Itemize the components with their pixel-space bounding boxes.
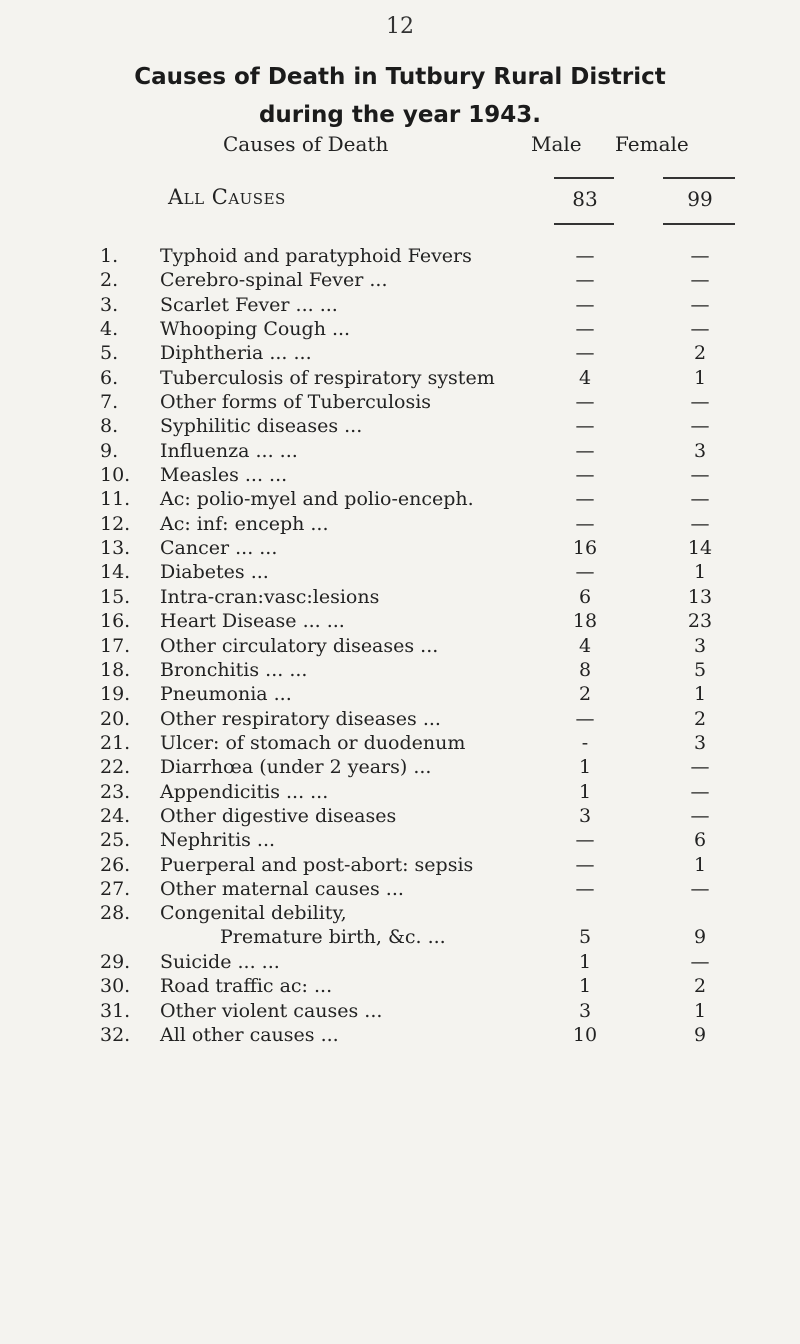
row-male-count: —: [575, 245, 595, 267]
row-male-count: —: [575, 318, 595, 341]
row-male-count: 16: [572, 537, 598, 560]
row-number: 14.: [100, 561, 131, 584]
row-cause-text: Measles ... ...: [160, 464, 288, 487]
row-female-count: —: [690, 391, 710, 414]
row-number: 24.: [100, 804, 131, 827]
row-female-count: —: [690, 464, 710, 487]
row-cause-text: Heart Disease ... ...: [160, 610, 345, 633]
table-row: [0, 609, 800, 633]
row-number: 21.: [100, 731, 131, 754]
row-male-count: —: [575, 512, 595, 535]
row-male-count: —: [575, 342, 595, 365]
causes-table: [0, 244, 800, 1047]
row-male-count: 3: [578, 999, 592, 1022]
row-male-count: —: [575, 877, 595, 900]
row-cause-text: All other causes ...: [160, 1024, 339, 1046]
row-female-count: —: [690, 950, 710, 973]
row-female-count: 9: [693, 1024, 707, 1046]
row-number: 25.: [100, 829, 131, 852]
row-cause-text: Diphtheria ... ...: [160, 342, 312, 365]
row-number: 4.: [100, 318, 119, 341]
row-male-count: 1: [578, 756, 592, 779]
row-cause-text: Diarrhœa (under 2 years) ...: [160, 756, 432, 779]
table-row: [0, 682, 800, 706]
row-cause: [160, 293, 338, 317]
table-row: [0, 780, 800, 804]
table-row: [0, 439, 800, 463]
row-male-count: —: [575, 464, 595, 487]
table-row: [0, 804, 800, 828]
row-male-count: —: [575, 488, 595, 511]
row-female-count: 3: [693, 634, 707, 657]
row-cause: [160, 901, 446, 949]
row-female-count: 1: [693, 366, 707, 389]
row-male-count: —: [575, 415, 595, 438]
row-female-count: 3: [693, 731, 707, 754]
row-cause: [160, 853, 473, 877]
row-number: 30.: [100, 975, 131, 998]
row-male-count: —: [575, 707, 595, 730]
row-number: 27.: [100, 877, 131, 900]
row-cause: [160, 366, 495, 390]
row-cause: [160, 731, 465, 755]
row-number: 1.: [100, 245, 119, 267]
row-cause: [160, 950, 280, 974]
row-cause: [160, 877, 404, 901]
row-male-count: 2: [578, 683, 592, 706]
table-row: [0, 244, 800, 268]
row-cause-text: Other maternal causes ...: [160, 877, 404, 900]
row-number: 17.: [100, 634, 131, 657]
row-number: 29.: [100, 950, 131, 973]
row-cause-text: Nephritis ...: [160, 829, 276, 852]
row-cause-text: Cancer ... ...: [160, 537, 278, 560]
row-female-count: 3: [693, 439, 707, 462]
row-number: 13.: [100, 537, 131, 560]
row-cause: [160, 317, 350, 341]
row-cause-text: Puerperal and post-abort: sepsis: [160, 853, 474, 876]
table-row: [0, 293, 800, 317]
row-female-count: 2: [693, 707, 707, 730]
row-female-count: 5: [693, 658, 707, 681]
table-row: [0, 585, 800, 609]
row-male-count: —: [575, 391, 595, 414]
row-number: 8.: [100, 415, 119, 438]
table-row: [0, 1023, 800, 1047]
row-number: 10.: [100, 464, 131, 487]
row-cause-continuation: Premature birth, &c. ...: [220, 926, 446, 949]
row-number: 26.: [100, 853, 131, 876]
rule-female-top: [663, 177, 735, 179]
row-number: 18.: [100, 658, 131, 681]
row-cause: [160, 244, 472, 268]
row-cause-text: Scarlet Fever ... ...: [160, 293, 338, 316]
row-cause-text: Tuberculosis of respiratory system: [160, 366, 495, 389]
row-female-count: 1: [693, 853, 707, 876]
table-row: [0, 268, 800, 292]
row-cause: [160, 268, 388, 292]
table-row: [0, 560, 800, 584]
row-cause-text: Other violent causes ...: [160, 999, 383, 1022]
row-cause-text: Ac: polio-myel and polio-enceph.: [160, 488, 474, 511]
row-number: 12.: [100, 512, 131, 535]
row-male-count: 8: [578, 658, 592, 681]
row-female-count: 1: [693, 999, 707, 1022]
row-female-count: —: [690, 512, 710, 535]
row-cause: [160, 804, 396, 828]
table-row: [0, 755, 800, 779]
table-row: [0, 512, 800, 536]
header-female: Female: [615, 132, 689, 156]
row-male-count: —: [575, 561, 595, 584]
table-row: [0, 463, 800, 487]
row-cause: [160, 707, 441, 731]
row-cause-text: Suicide ... ...: [160, 950, 280, 973]
row-number: 19.: [100, 683, 131, 706]
row-cause-text: Ulcer: of stomach or duodenum: [160, 731, 466, 754]
table-row: [0, 341, 800, 365]
row-number: 11.: [100, 488, 131, 511]
row-cause: [160, 390, 431, 414]
row-cause-text: Appendicitis ... ...: [160, 780, 329, 803]
table-row: [0, 487, 800, 511]
row-female-count: —: [690, 245, 710, 267]
table-row: [0, 634, 800, 658]
row-cause-text: Syphilitic diseases ...: [160, 415, 363, 438]
row-female-count: 14: [687, 537, 713, 560]
row-cause: [160, 463, 287, 487]
row-male-count: —: [575, 853, 595, 876]
row-cause-text: Other respiratory diseases ...: [160, 707, 441, 730]
row-female-count: 9: [693, 926, 707, 949]
row-female-count: 2: [693, 342, 707, 365]
row-male-count: 3: [578, 804, 592, 827]
row-male-count: 10: [572, 1024, 598, 1046]
row-female-count: 2: [693, 975, 707, 998]
row-female-count: 13: [687, 585, 713, 608]
row-number: 31.: [100, 999, 131, 1022]
row-number: 3.: [100, 293, 119, 316]
row-female-count: —: [690, 318, 710, 341]
table-row: [0, 390, 800, 414]
row-male-count: 1: [578, 780, 592, 803]
table-row: [0, 317, 800, 341]
table-row: [0, 536, 800, 560]
row-number: 9.: [100, 439, 119, 462]
row-number: 6.: [100, 366, 119, 389]
row-number: 16.: [100, 610, 131, 633]
row-male-count: —: [575, 293, 595, 316]
row-cause: [160, 634, 438, 658]
row-male-count: —: [575, 439, 595, 462]
rule-male-top: [554, 177, 614, 179]
row-female-count: —: [690, 488, 710, 511]
table-row: [0, 366, 800, 390]
header-causes-of-death: Causes of Death: [223, 132, 389, 156]
row-cause: [160, 682, 292, 706]
rule-female-bottom: [663, 223, 735, 225]
row-number: 2.: [100, 269, 119, 292]
table-row: [0, 731, 800, 755]
row-female-count: 1: [693, 683, 707, 706]
row-cause: [160, 658, 307, 682]
table-row: [0, 414, 800, 438]
row-cause-text: Ac: inf: enceph ...: [160, 512, 329, 535]
row-male-count: -: [581, 731, 589, 754]
row-cause: [160, 341, 312, 365]
row-male-count: 18: [572, 610, 598, 633]
row-cause-text: Cerebro-spinal Fever ...: [160, 269, 388, 292]
row-cause: [160, 536, 277, 560]
row-cause: [160, 512, 329, 536]
row-cause: [160, 780, 328, 804]
rule-male-bottom: [554, 223, 614, 225]
row-cause-text: Whooping Cough ...: [160, 318, 351, 341]
row-male-count: 6: [578, 585, 592, 608]
header-male: Male: [531, 132, 582, 156]
row-female-count: —: [690, 877, 710, 900]
row-cause: [160, 609, 345, 633]
table-row: [0, 877, 800, 901]
row-female-count: 1: [693, 561, 707, 584]
row-male-count: 1: [578, 975, 592, 998]
row-cause-text: Influenza ... ...: [160, 439, 298, 462]
table-row: [0, 999, 800, 1023]
row-male-count: —: [575, 829, 595, 852]
row-female-count: —: [690, 756, 710, 779]
row-cause-text: Other forms of Tuberculosis: [160, 391, 432, 414]
row-cause: [160, 585, 379, 609]
row-number: 22.: [100, 756, 131, 779]
row-female-count: —: [690, 804, 710, 827]
row-number: 20.: [100, 707, 131, 730]
row-male-count: 4: [578, 634, 592, 657]
row-cause-text: Typhoid and paratyphoid Fevers: [160, 245, 472, 267]
row-number: 5.: [100, 342, 119, 365]
page-number: 12: [386, 14, 414, 39]
table-row: [0, 828, 800, 852]
row-female-count: —: [690, 269, 710, 292]
row-cause: [160, 439, 298, 463]
row-cause: [160, 487, 474, 511]
row-cause-text: Intra-cran:vasc:lesions: [160, 585, 380, 608]
table-row: [0, 707, 800, 731]
row-cause: [160, 414, 362, 438]
row-cause-text: Congenital debility,: [160, 902, 347, 925]
row-female-count: 6: [693, 829, 707, 852]
row-number: 15.: [100, 585, 131, 608]
row-female-count: —: [690, 293, 710, 316]
row-female-count: 23: [687, 610, 713, 633]
row-number: 7.: [100, 391, 119, 414]
row-cause: [160, 1023, 339, 1047]
table-row: [0, 974, 800, 998]
row-cause-text: Pneumonia ...: [160, 683, 292, 706]
table-row: [0, 950, 800, 974]
row-cause-text: Road traffic ac: ...: [160, 975, 333, 998]
row-male-count: —: [575, 269, 595, 292]
row-cause: [160, 999, 382, 1023]
all-causes-male: 83: [572, 187, 598, 211]
row-male-count: 1: [578, 950, 592, 973]
row-cause-text: Other digestive diseases: [160, 804, 397, 827]
row-cause-text: Diabetes ...: [160, 561, 269, 584]
row-number: 28.: [100, 902, 131, 925]
table-row: [0, 658, 800, 682]
row-cause: [160, 974, 332, 998]
row-male-count: 4: [578, 366, 592, 389]
page-title: Causes of Death in Tutbury Rural District during the year 1943.: [134, 64, 666, 128]
row-cause-text: Bronchitis ... ...: [160, 658, 308, 681]
row-number: 32.: [100, 1024, 131, 1046]
table-row: [0, 853, 800, 877]
row-number: 23.: [100, 780, 131, 803]
table-row: [0, 901, 800, 950]
row-male-count: 5: [578, 926, 592, 949]
row-female-count: —: [690, 780, 710, 803]
row-cause-text: Other circulatory diseases ...: [160, 634, 439, 657]
row-cause: [160, 755, 431, 779]
all-causes-label: All Causes: [168, 185, 286, 209]
all-causes-female: 99: [687, 187, 713, 211]
row-female-count: —: [690, 415, 710, 438]
row-cause: [160, 828, 275, 852]
row-cause: [160, 560, 269, 584]
